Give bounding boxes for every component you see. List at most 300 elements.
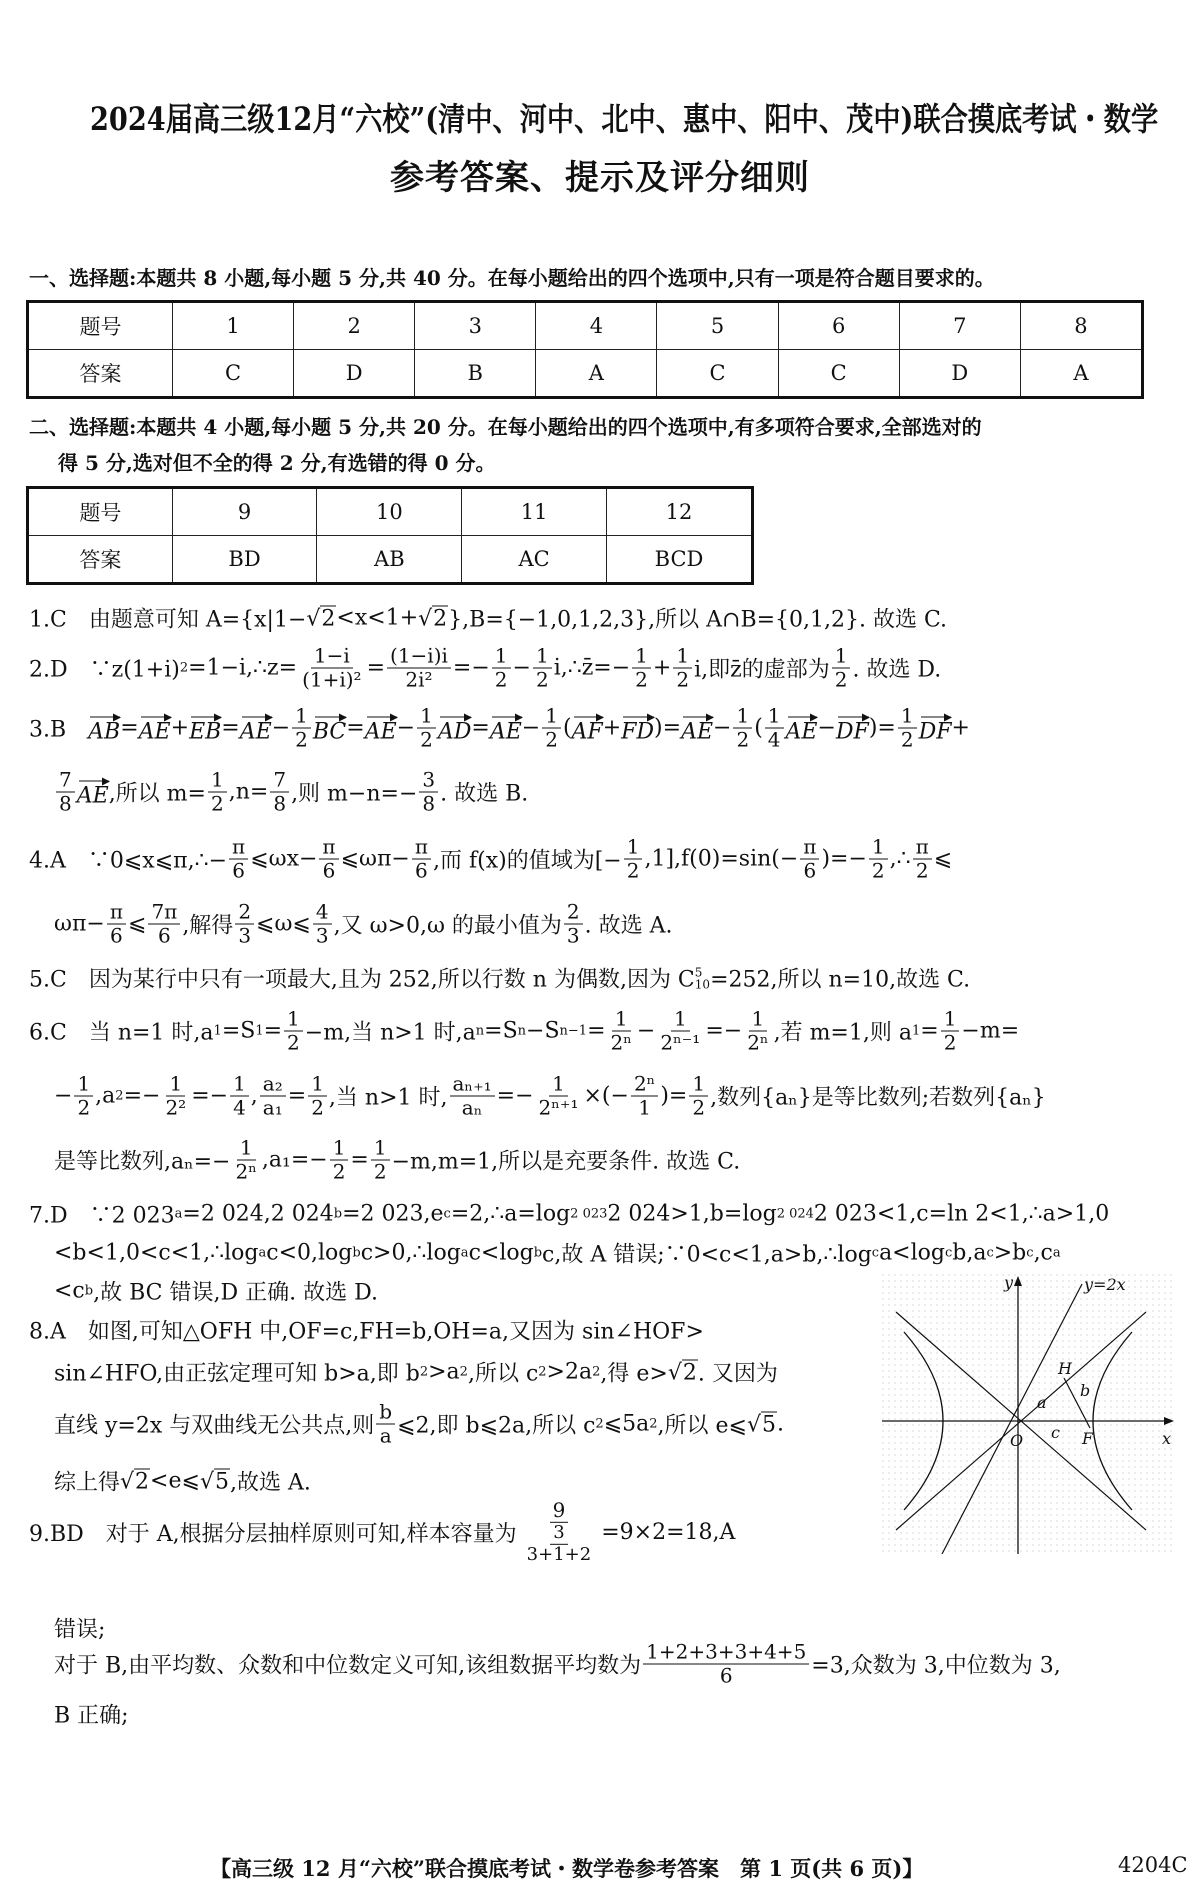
denominator	[292, 729, 311, 752]
text-run: 1	[676, 643, 690, 668]
numerator	[492, 645, 511, 669]
numerator	[671, 1008, 690, 1032]
fraction	[412, 836, 431, 883]
fraction	[657, 1008, 703, 1055]
text-run: 6	[719, 1663, 733, 1688]
fraction	[765, 705, 784, 752]
numerator	[800, 836, 819, 860]
text-run: 综上得	[54, 1470, 121, 1496]
solution-line	[54, 1613, 105, 1644]
subscript: 2	[115, 1088, 124, 1104]
superscript: 2	[649, 1416, 658, 1432]
table-row-answers	[28, 350, 1143, 398]
numerator	[941, 1008, 960, 1032]
text-run: ,	[250, 1083, 258, 1109]
denominator	[635, 1097, 654, 1120]
denominator	[230, 1097, 249, 1120]
numerator	[612, 1008, 631, 1032]
text-run: (	[754, 715, 763, 741]
text-run: =	[366, 655, 386, 681]
vector: AD	[438, 712, 472, 745]
text-run: 3	[238, 923, 252, 948]
superscript: c	[1026, 1245, 1034, 1261]
text-run: 1	[332, 1135, 346, 1160]
fraction	[387, 645, 451, 692]
solution-line	[29, 603, 947, 634]
document-subtitle: 参考答案、提示及评分细则	[390, 158, 810, 198]
radicand: 2	[682, 1360, 697, 1385]
radical-sign: √	[199, 1469, 214, 1494]
text-run: =	[920, 1018, 939, 1044]
text-run: ωπ−	[54, 911, 105, 937]
text-run: ,故 BC 错误,D 正确. 故选 D.	[93, 1280, 378, 1306]
table-cell: 11	[462, 488, 607, 536]
text-run: =252,所以 n=10,故选 C.	[710, 967, 971, 993]
text-run: +	[951, 715, 970, 741]
denominator	[869, 860, 888, 883]
text-run: 2ⁿ	[235, 1159, 257, 1184]
text-run: a₁	[262, 1095, 283, 1120]
subscript: 1	[255, 1023, 264, 1039]
text-run: −	[713, 715, 732, 741]
text-run: aₙ₊₁	[452, 1071, 492, 1096]
fraction	[230, 1073, 249, 1120]
fraction	[148, 901, 180, 948]
denominator	[233, 1161, 260, 1184]
text-run: 2	[332, 1159, 346, 1184]
fraction	[643, 1641, 809, 1688]
text-run: ,1],f(0)=sin(−	[644, 846, 799, 872]
numerator	[230, 1073, 249, 1097]
radicand: 2	[433, 606, 448, 631]
fraction	[913, 836, 932, 883]
text-run: 3+1+2	[526, 1543, 592, 1565]
fraction	[229, 836, 248, 883]
text-run: 3	[422, 767, 436, 792]
denominator	[519, 1523, 600, 1565]
text-run: 4	[315, 899, 329, 924]
text-run: ,则 m−n=−	[291, 781, 418, 807]
fraction	[631, 1073, 658, 1120]
fraction	[564, 901, 583, 948]
fraction	[533, 645, 552, 692]
text-run: (1+i)²	[302, 667, 362, 692]
text-run: 2	[635, 667, 648, 692]
vector: EB	[189, 712, 221, 745]
solution-line	[54, 1357, 778, 1388]
fraction	[376, 1401, 395, 1448]
table-cell: A	[536, 350, 657, 398]
text-run: ,数列{aₙ}是等比数列;若数列{aₙ}	[710, 1085, 1046, 1111]
radical-sign: √	[418, 606, 433, 631]
subscript: 2 024	[776, 1206, 814, 1222]
text-run: 2	[494, 667, 508, 692]
text-run: 2	[626, 858, 640, 883]
text-run: ×(−	[583, 1083, 629, 1109]
text-run: 错误;	[54, 1617, 106, 1643]
text-run: )=	[660, 1083, 688, 1109]
subscript: 2 023	[570, 1206, 608, 1222]
text-run: 2	[943, 1030, 957, 1055]
text-run: 1	[295, 703, 308, 728]
row-label: 题号	[28, 488, 173, 536]
table-cell: D	[294, 350, 415, 398]
solution-line	[29, 1008, 1019, 1055]
table-cell: 4	[536, 302, 657, 350]
text-run: 1.C 由题意可知 A={x|1−	[29, 607, 307, 633]
text-run: 4	[767, 727, 781, 752]
radicand: 5	[762, 1412, 777, 1437]
text-run: . 故选 A.	[584, 913, 673, 939]
text-run: 7.D ∵2 023	[29, 1203, 175, 1229]
numerator	[208, 769, 227, 793]
text-run: π	[414, 834, 428, 859]
text-run: ,得 e>	[600, 1361, 668, 1387]
text-run: 2ⁿ⁻¹	[660, 1030, 701, 1055]
text-run: =3,众数为 3,中位数为 3,	[811, 1653, 1061, 1679]
denominator	[717, 1665, 736, 1688]
fraction	[235, 901, 254, 948]
y-axis-label: y	[1004, 1274, 1014, 1292]
text-run: 2ⁿ⁺¹	[538, 1095, 579, 1120]
text-run: =S	[484, 1018, 518, 1044]
row-label: 题号	[28, 302, 173, 350]
denominator	[320, 860, 339, 883]
numerator	[913, 836, 932, 860]
text-run: 4	[233, 1095, 246, 1120]
text-run: −	[521, 715, 541, 741]
text-run: i,∴z̄=−	[553, 655, 631, 681]
solution-line	[54, 1699, 129, 1730]
numerator	[330, 1137, 349, 1161]
text-run: >a	[428, 1359, 460, 1385]
superscript: 5	[694, 965, 703, 979]
denominator	[377, 1425, 395, 1448]
table-row-header	[28, 488, 753, 536]
numerator	[376, 1401, 395, 1425]
row-label: 答案	[28, 536, 173, 584]
point-f-label: F	[1082, 1429, 1094, 1448]
text-run: 1	[614, 1006, 628, 1031]
numerator	[319, 836, 338, 860]
denominator	[744, 1032, 771, 1055]
text-run: 1	[736, 703, 750, 728]
radical-sign: √	[120, 1469, 135, 1494]
text-run: ⩽	[128, 911, 147, 937]
fraction	[417, 705, 436, 752]
vector: AE	[786, 712, 818, 745]
table-cell: C	[172, 350, 293, 398]
subscript: 1	[911, 1023, 921, 1039]
subscript: n	[475, 1023, 485, 1039]
answer-table-1	[26, 300, 1144, 399]
numerator	[550, 1499, 569, 1523]
denominator	[524, 1545, 595, 1566]
denominator	[56, 793, 75, 816]
answer-table-2	[26, 486, 754, 585]
radical-sign: √	[306, 606, 321, 631]
superscript: c	[986, 1245, 994, 1261]
fraction	[371, 1137, 390, 1184]
text-run: 2	[373, 1159, 387, 1184]
line-label: y=2x	[1084, 1275, 1126, 1294]
text-run: 2	[535, 667, 549, 692]
vector: AE	[490, 712, 522, 745]
subscript: c	[871, 1245, 880, 1261]
text-run: =	[346, 715, 365, 741]
text-run: 4.A ∵0⩽x⩽π,∴−	[29, 848, 228, 874]
text-run: 5.C 因为某行中只有一项最大,且为 252,所以行数 n 为偶数,因为 C	[29, 967, 695, 993]
document-code: 4204C	[1118, 1853, 1188, 1877]
text-run: 8	[59, 791, 72, 816]
table-cell: 1	[172, 302, 293, 350]
superscript: a	[1052, 1245, 1061, 1261]
text-run: 2	[77, 1095, 91, 1120]
text-run: ,n=	[228, 779, 269, 805]
denominator	[313, 925, 332, 948]
fraction	[233, 1137, 260, 1184]
radicand: 2	[321, 606, 336, 631]
denominator	[330, 1161, 349, 1184]
text-run: >2a	[546, 1359, 593, 1385]
vector: AE	[681, 712, 713, 745]
text-run: π	[322, 834, 336, 859]
text-run: π	[915, 834, 929, 859]
table-cell: C	[657, 350, 778, 398]
text-run: =1−i,∴z=	[188, 655, 298, 681]
solution-line	[54, 1073, 1046, 1120]
subscript: 1	[213, 1023, 222, 1039]
hyperbola-figure	[882, 1274, 1174, 1554]
text-run: 2	[676, 667, 690, 692]
text-run: π	[232, 834, 246, 859]
text-run: 直线 y=2x 与双曲线无公共点,则	[54, 1413, 375, 1439]
square-root	[747, 1411, 777, 1437]
fraction	[492, 645, 511, 692]
solution-line	[29, 1315, 704, 1346]
vector: AE	[365, 712, 397, 745]
numerator	[542, 705, 561, 729]
numerator	[270, 769, 289, 793]
text-run: ,所以 c	[467, 1361, 539, 1387]
text-run: 1	[635, 643, 648, 668]
radicand: 2	[135, 1469, 150, 1494]
text-run: −m,m=1,所以是充要条件. 故选 C.	[391, 1149, 741, 1175]
numerator	[417, 705, 436, 729]
superscript: 2	[419, 1364, 429, 1380]
text-run: b,a	[952, 1240, 987, 1266]
denominator	[107, 925, 126, 948]
text-run: ⩽ωx−	[250, 846, 318, 872]
text-run: <b<1,0<c<1,∴log	[54, 1240, 259, 1266]
text-run: ,又 ω>0,ω 的最小值为	[333, 913, 562, 939]
numerator	[765, 705, 784, 729]
text-run: c<log	[468, 1240, 534, 1266]
text-run: (	[562, 715, 572, 741]
table-cell: 9	[172, 488, 317, 536]
square-root	[200, 1468, 230, 1494]
text-run: ,当 n>1 时,	[328, 1085, 448, 1111]
text-run: 2	[420, 727, 433, 752]
subscript: a	[460, 1245, 469, 1261]
text-run: 2²	[165, 1095, 187, 1120]
solution-line	[54, 1641, 1061, 1688]
text-run: 9	[552, 1497, 566, 1522]
text-run: 1	[900, 703, 914, 728]
numerator	[624, 836, 643, 860]
text-run: −	[817, 715, 836, 741]
text-run: −S	[526, 1018, 560, 1044]
numerator	[387, 645, 451, 669]
table-cell: 3	[415, 302, 536, 350]
fraction	[898, 705, 917, 752]
text-run: =S	[221, 1018, 256, 1044]
text-run: ⩽ω⩽	[256, 911, 311, 937]
denominator	[260, 1097, 286, 1120]
text-run: ,故选 A.	[229, 1470, 311, 1496]
solution-line	[29, 836, 952, 883]
section2-heading: 二、选择题:本题共 4 小题,每小题 5 分,共 20 分。在每小题给出的四个选项中,有多项符合要求,全部选对的	[29, 415, 982, 439]
text-run: 6	[232, 858, 245, 883]
numerator	[166, 1073, 185, 1097]
text-run: 6.C 当 n=1 时,a	[29, 1020, 214, 1046]
text-run: 2 024>1,b=log	[607, 1201, 777, 1227]
text-run: c>0,∴log	[360, 1240, 461, 1266]
fraction	[299, 645, 365, 692]
origin-label: O	[1010, 1431, 1024, 1450]
square-root	[668, 1359, 698, 1385]
superscript: c	[443, 1206, 451, 1222]
text-run: 1	[638, 1095, 651, 1120]
text-run: 2	[692, 1095, 706, 1120]
text-run: 1	[552, 1071, 565, 1096]
text-run: 9.BD 对于 A,根据分层抽样原则可知,样本容量为	[29, 1521, 517, 1547]
text-run: 2	[900, 727, 914, 752]
text-run: ,而 f(x)的值域为[−	[433, 848, 622, 874]
table-cell: 6	[778, 302, 899, 350]
point-h-label: H	[1058, 1359, 1072, 1378]
fraction	[673, 645, 692, 692]
text-run: )=	[868, 715, 896, 741]
text-run: 1	[535, 643, 549, 668]
fraction	[107, 901, 126, 948]
fraction	[941, 1008, 960, 1055]
text-run: ⩽	[933, 846, 953, 872]
numerator	[235, 901, 254, 925]
solution-line	[29, 1499, 735, 1565]
text-run: 2ⁿ	[747, 1030, 769, 1055]
numerator	[284, 1008, 303, 1032]
fraction	[319, 836, 338, 883]
table-cell: B	[415, 350, 536, 398]
fraction	[800, 836, 819, 883]
numerator	[229, 836, 248, 860]
section2-heading-cont: 得 5 分,选对但不全的得 2 分,有选错的得 0 分。	[58, 451, 496, 475]
table-cell: 8	[1020, 302, 1142, 350]
text-run: sin∠HFO,由正弦定理可知 b>a,即 b	[54, 1361, 420, 1387]
text-run: +	[602, 715, 622, 741]
text-run: 1	[287, 1006, 300, 1031]
denominator	[412, 860, 431, 883]
vector: FD	[621, 712, 654, 745]
text-run: ⩽5a	[603, 1411, 650, 1437]
text-run: 2	[545, 727, 558, 752]
text-run: =−	[123, 1083, 161, 1109]
text-run: 2 023<1,c=ln 2<1,∴a>1,0	[813, 1201, 1110, 1227]
fraction	[56, 769, 75, 816]
text-run: b	[379, 1399, 393, 1424]
denominator	[299, 669, 365, 692]
text-run: 2	[736, 727, 750, 752]
text-run: c,故 A 错误;∵0<c<1,a>b,∴log	[542, 1242, 872, 1268]
text-run: 8.A 如图,可知△OFH 中,OF=c,FH=b,OH=a,又因为 sin∠HOF>	[29, 1319, 704, 1345]
text-run: )=	[654, 715, 682, 741]
text-run: 1	[871, 834, 885, 859]
text-run: =	[263, 1018, 283, 1044]
superscript: 2	[595, 1416, 604, 1432]
table-row-header	[28, 302, 1143, 350]
table-cell: AB	[317, 536, 462, 584]
text-run: ,c	[1033, 1240, 1053, 1266]
numerator	[898, 705, 917, 729]
text-run: =−	[705, 1018, 743, 1044]
fraction	[419, 769, 438, 816]
numerator	[74, 1073, 93, 1097]
table-cell: 5	[657, 302, 778, 350]
numerator	[643, 1641, 809, 1665]
superscript: 2	[592, 1364, 601, 1380]
vector: AF	[572, 712, 603, 745]
segment-c-label: c	[1051, 1423, 1060, 1442]
text-run: ,所以 m=	[108, 781, 206, 807]
numerator	[550, 1523, 567, 1545]
solution-line	[29, 645, 941, 692]
fraction	[744, 1008, 771, 1055]
text-run: .	[777, 1411, 785, 1437]
table-cell: A	[1020, 350, 1142, 398]
text-run: 7	[273, 767, 287, 792]
subscript: b	[352, 1245, 361, 1261]
text-run: −	[636, 1018, 656, 1044]
numerator	[631, 1073, 658, 1097]
text-run: 2i²	[405, 667, 433, 692]
text-run: +	[652, 655, 672, 681]
denominator	[632, 669, 651, 692]
text-run: 7	[59, 767, 72, 792]
denominator	[155, 925, 174, 948]
text-run: 1+2+3+3+4+5	[646, 1639, 807, 1664]
numerator	[450, 1073, 495, 1097]
fraction	[632, 645, 651, 692]
text-run: i,即z̄的虚部为	[694, 657, 830, 683]
fraction	[292, 705, 311, 752]
table-cell: D	[899, 350, 1020, 398]
text-run: <x<1+	[336, 605, 419, 631]
denominator	[913, 860, 932, 883]
text-run: −m,当 n>1 时,a	[304, 1020, 476, 1046]
text-run: },B={−1,0,1,2,3},所以 A∩B={0,1,2}. 故选 C.	[448, 607, 948, 633]
text-run: 2	[566, 899, 580, 924]
numerator	[533, 645, 552, 669]
text-run: 8	[273, 791, 287, 816]
text-run: π	[803, 834, 817, 859]
text-run: ⩽ωπ−	[340, 846, 410, 872]
text-run: 1	[494, 643, 508, 668]
text-run: =	[350, 1147, 369, 1173]
segment-a-label: a	[1037, 1393, 1047, 1412]
denominator	[308, 1097, 327, 1120]
grid-background	[882, 1274, 1174, 1554]
